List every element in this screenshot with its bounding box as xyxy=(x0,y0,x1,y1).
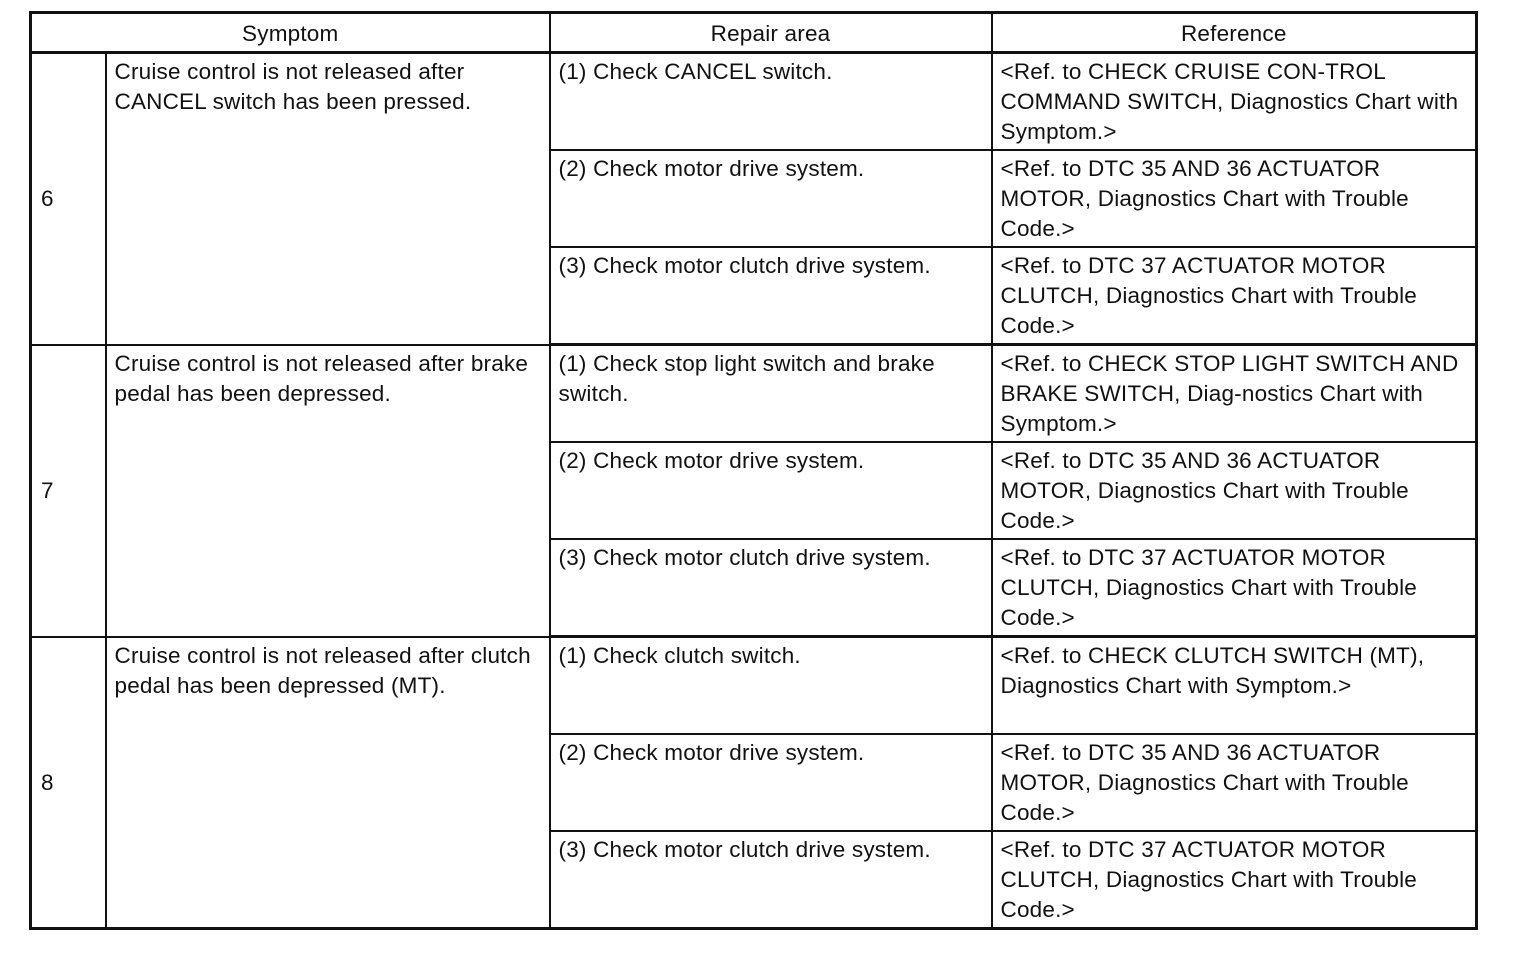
reference-cell: <Ref. to CHECK CRUISE CON-TROL COMMAND SWITCH, Diagnostics Chart with Symptom.> xyxy=(992,53,1477,151)
header-repair-area: Repair area xyxy=(550,13,992,53)
reference-cell: <Ref. to DTC 37 ACTUATOR MOTOR CLUTCH, Diagnostics Chart with Trouble Code.> xyxy=(992,247,1477,345)
symptom-number: 6 xyxy=(31,53,106,345)
repair-area-cell: (2) Check motor drive system. xyxy=(550,734,992,831)
repair-area-cell: (3) Check motor clutch drive system. xyxy=(550,831,992,929)
repair-area-cell: (2) Check motor drive system. xyxy=(550,150,992,247)
repair-area-cell: (1) Check stop light switch and brake switch. xyxy=(550,345,992,443)
symptom-description: Cruise control is not released after clutch pedal has been depressed (MT). xyxy=(106,637,550,929)
repair-area-cell: (2) Check motor drive system. xyxy=(550,442,992,539)
header-reference: Reference xyxy=(992,13,1477,53)
table-row xyxy=(31,53,1477,151)
reference-cell: <Ref. to CHECK CLUTCH SWITCH (MT), Diagnostics Chart with Symptom.> xyxy=(992,637,1477,735)
repair-area-cell: (3) Check motor clutch drive system. xyxy=(550,539,992,637)
repair-area-cell: (1) Check clutch switch. xyxy=(550,637,992,735)
symptom-number: 7 xyxy=(31,345,106,637)
reference-cell: <Ref. to DTC 37 ACTUATOR MOTOR CLUTCH, Diagnostics Chart with Trouble Code.> xyxy=(992,539,1477,637)
diagnostics-table xyxy=(29,11,1478,930)
table-row xyxy=(31,345,1477,443)
symptom-description: Cruise control is not released after brake pedal has been depressed. xyxy=(106,345,550,637)
header-symptom: Symptom xyxy=(31,13,550,53)
repair-area-cell: (1) Check CANCEL switch. xyxy=(550,53,992,151)
reference-cell: <Ref. to DTC 35 AND 36 ACTUATOR MOTOR, Diagnostics Chart with Trouble Code.> xyxy=(992,734,1477,831)
reference-cell: <Ref. to CHECK STOP LIGHT SWITCH AND BRAKE SWITCH, Diag-nostics Chart with Symptom.> xyxy=(992,345,1477,443)
symptom-description: Cruise control is not released after CANCEL switch has been pressed. xyxy=(106,53,550,345)
table-row xyxy=(31,637,1477,735)
reference-cell: <Ref. to DTC 35 AND 36 ACTUATOR MOTOR, Diagnostics Chart with Trouble Code.> xyxy=(992,150,1477,247)
symptom-number: 8 xyxy=(31,637,106,929)
header-row xyxy=(31,13,1477,53)
reference-cell: <Ref. to DTC 35 AND 36 ACTUATOR MOTOR, Diagnostics Chart with Trouble Code.> xyxy=(992,442,1477,539)
repair-area-cell: (3) Check motor clutch drive system. xyxy=(550,247,992,345)
reference-cell: <Ref. to DTC 37 ACTUATOR MOTOR CLUTCH, Diagnostics Chart with Trouble Code.> xyxy=(992,831,1477,929)
